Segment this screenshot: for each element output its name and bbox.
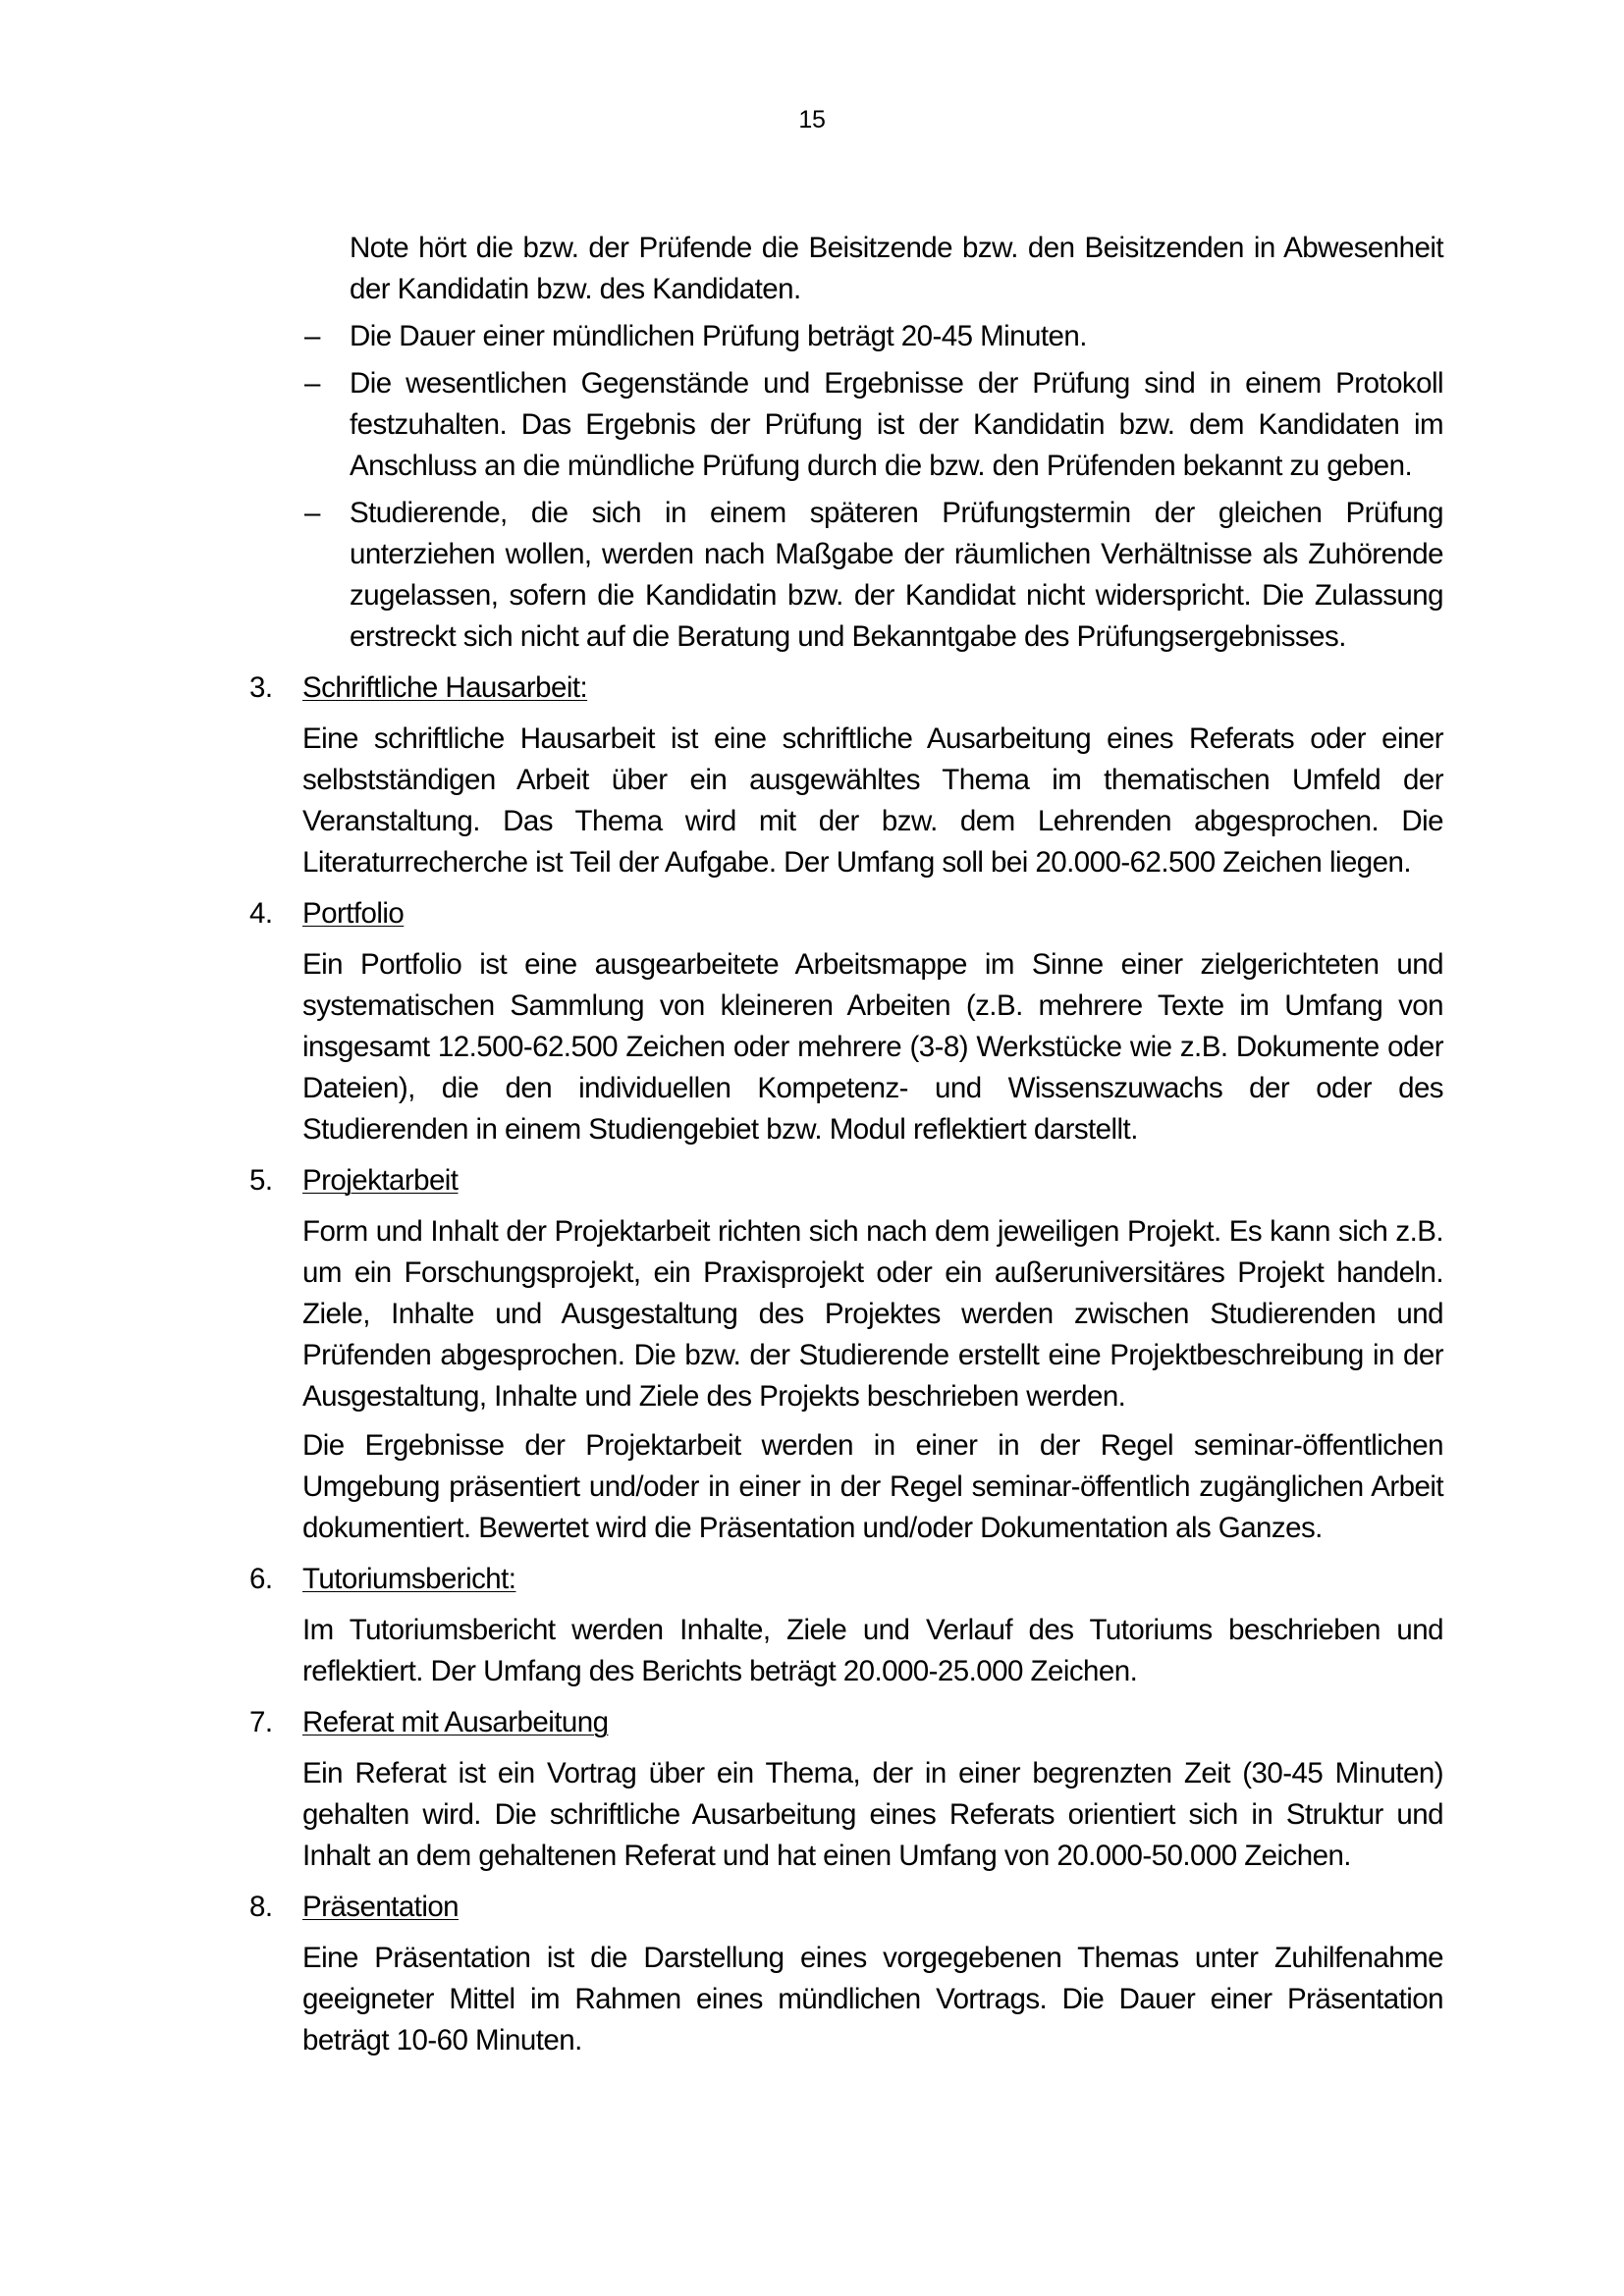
section-heading — [245, 1887, 1443, 1928]
section-heading — [245, 893, 1443, 934]
section-title: Projektarbeit — [302, 1164, 459, 1197]
section-body — [245, 719, 1443, 883]
section-number: 4. — [249, 897, 273, 930]
section-heading — [245, 1702, 1443, 1743]
section-heading — [245, 1559, 1443, 1600]
section-portfolio — [245, 893, 1443, 1150]
section-referat — [245, 1702, 1443, 1877]
dash-item — [245, 493, 1443, 658]
dash-bullet: – — [304, 497, 320, 529]
section-hausarbeit — [245, 667, 1443, 883]
section-number: 5. — [249, 1164, 273, 1197]
section-number: 7. — [249, 1706, 273, 1738]
section-body — [245, 1753, 1443, 1877]
section-praesentation — [245, 1887, 1443, 2061]
section-heading — [245, 1160, 1443, 1201]
dash-item-text: Studierende, die sich in einem späteren Prüfungstermin der gleichen Prüfung unterziehen wollen, werden nach Maßgabe der räumlichen Verhältnisse als Zuhörende zugelassen, sofern die Kandidatin bzw. der Kandidat nicht widerspricht. Die Zulassung erstreckt sich nicht auf die Beratung und Bekanntgabe des Prüfungsergebnisses. — [350, 497, 1443, 653]
intro-continuation: Note hört die bzw. der Prüfende die Beisitzende bzw. den Beisitzenden in Abwesenheit der Kandidatin bzw. des Kandidaten. — [350, 232, 1443, 305]
section-title: Schriftliche Hausarbeit: — [302, 671, 588, 704]
section-paragraph: Ein Referat ist ein Vortrag über ein Thema, der in einer begrenzten Zeit (30-45 Minuten) gehalten wird. Die schriftliche Ausarbeitung eines Referats orientiert sich in Struktur und Inhalt an dem gehaltenen Referat und hat einen Umfang von 20.000-50.000 Zeichen. — [302, 1757, 1443, 1872]
dash-bullet: – — [304, 367, 320, 400]
dash-item — [245, 316, 1443, 357]
section-title: Portfolio — [302, 897, 405, 930]
section-paragraph: Form und Inhalt der Projektarbeit richten sich nach dem jeweiligen Projekt. Es kann sich z.B. um ein Forschungsprojekt, ein Praxisprojekt oder ein außeruniversitäres Projekt handeln. Ziele, Inhalte und Ausgestaltung des Projektes werden zwischen Studierenden und Prüfenden abgesprochen. Die bzw. der Studierende erstellt eine Projektbeschreibung in der Ausgestaltung, Inhalte und Ziele des Projekts beschrieben werden. — [302, 1215, 1443, 1413]
section-paragraph: Eine schriftliche Hausarbeit ist eine schriftliche Ausarbeitung eines Referats oder einer selbstständigen Arbeit über ein ausgewähltes Thema im thematischen Umfeld der Veranstaltung. Das Thema wird mit der bzw. dem Lehrenden abgesprochen. Die Literaturrecherche ist Teil der Aufgabe. Der Umfang soll bei 20.000-62.500 Zeichen liegen. — [302, 722, 1443, 879]
section-number: 6. — [249, 1563, 273, 1595]
section-paragraph: Ein Portfolio ist eine ausgearbeitete Arbeitsmappe im Sinne einer zielgerichteten und systematischen Sammlung von kleineren Arbeiten (z.B. mehrere Texte im Umfang von insgesamt 12.500-62.500 Zeichen oder mehrere (3-8) Werkstücke wie z.B. Dokumente oder Dateien), die den individuellen Kompetenz- und Wissenszuwachs der oder des Studierenden in einem Studiengebiet bzw. Modul reflektiert darstellt. — [302, 948, 1443, 1146]
page-number: 15 — [798, 106, 826, 133]
section-title: Referat mit Ausarbeitung — [302, 1706, 609, 1738]
section-body — [245, 944, 1443, 1150]
section-tutoriumsbericht — [245, 1559, 1443, 1692]
section-number: 8. — [249, 1891, 273, 1923]
section-title: Präsentation — [302, 1891, 460, 1923]
section-number: 3. — [249, 671, 273, 704]
dash-item — [245, 363, 1443, 487]
section-body — [245, 1610, 1443, 1692]
section-title: Tutoriumsbericht: — [302, 1563, 516, 1595]
section-body — [245, 1211, 1443, 1549]
section-paragraph: Eine Präsentation ist die Darstellung eines vorgegebenen Themas unter Zuhilfenahme geeigneter Mittel im Rahmen eines mündlichen Vortrags. Die Dauer einer Präsentation beträgt 10-60 Minuten. — [302, 1942, 1443, 2056]
section-paragraph: Die Ergebnisse der Projektarbeit werden in einer in der Regel seminar-öffentlichen Umgebung präsentiert und/oder in einer in der Regel seminar-öffentlich zugänglichen Arbeit dokumentiert. Bewertet wird die Präsentation und/oder Dokumentation als Ganzes. — [302, 1429, 1443, 1544]
page-content — [245, 228, 1443, 2067]
dash-item-text: Die wesentlichen Gegenstände und Ergebnisse der Prüfung sind in einem Protokoll festzuhalten. Das Ergebnis der Prüfung ist der Kandidatin bzw. dem Kandidaten im Anschluss an die mündliche Prüfung durch die bzw. den Prüfenden bekannt zu geben. — [350, 367, 1443, 482]
section-body — [245, 1938, 1443, 2061]
dash-item-text: Die Dauer einer mündlichen Prüfung beträgt 20-45 Minuten. — [350, 320, 1087, 352]
section-paragraph: Im Tutoriumsbericht werden Inhalte, Ziele und Verlauf des Tutoriums beschrieben und reflektiert. Der Umfang des Berichts beträgt 20.000-25.000 Zeichen. — [302, 1614, 1443, 1687]
section-projektarbeit — [245, 1160, 1443, 1549]
dash-bullet: – — [304, 320, 320, 352]
section-heading — [245, 667, 1443, 709]
